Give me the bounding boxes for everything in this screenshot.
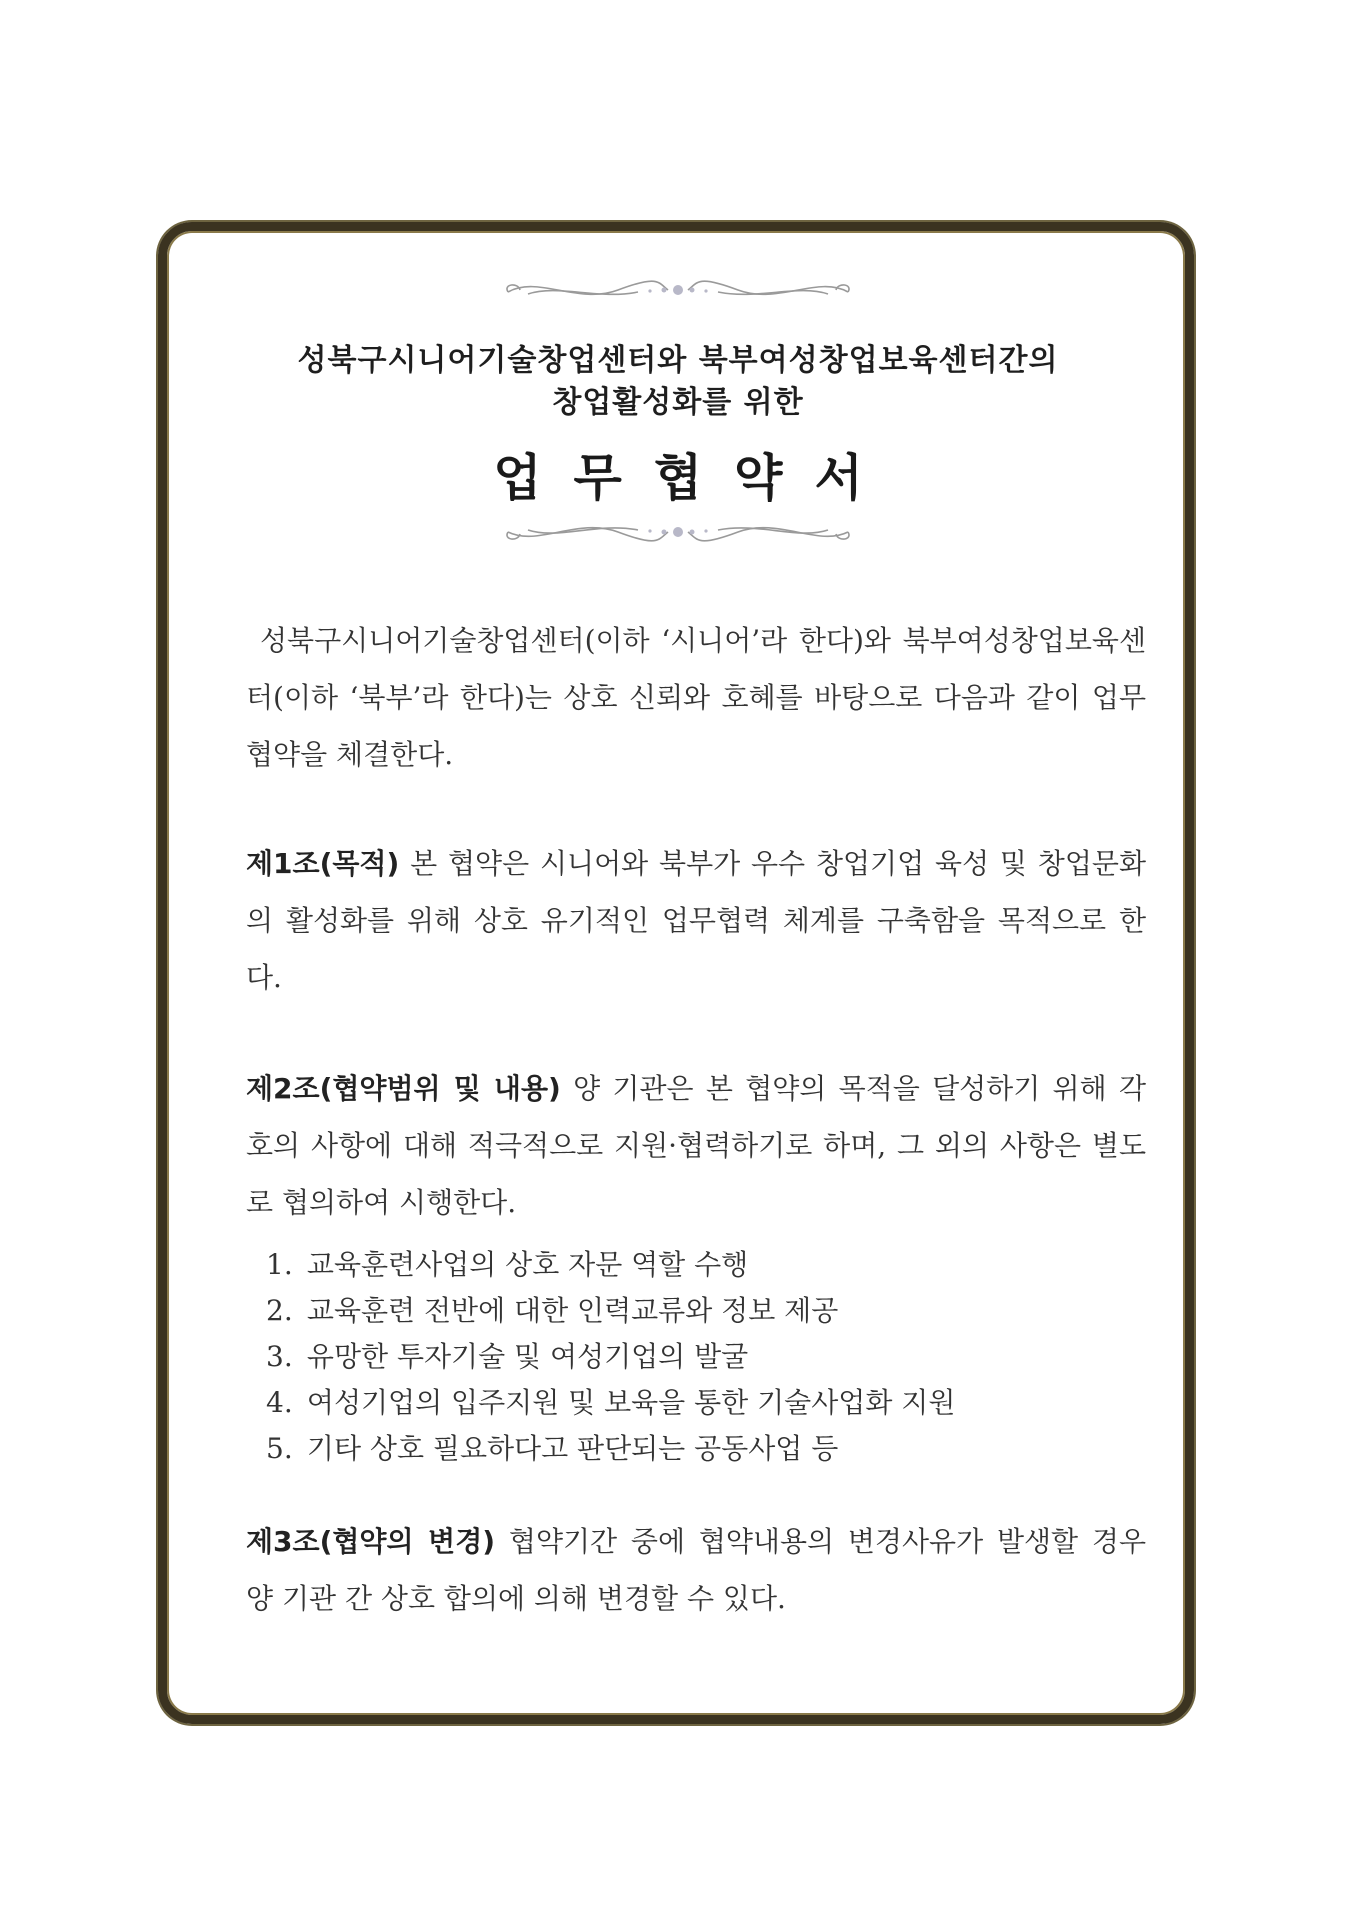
flourish-ornament-icon <box>498 512 858 552</box>
list-item-text: 유망한 투자기술 및 여성기업의 발굴 <box>306 1340 749 1373</box>
article-1-heading: 제1조(목적) <box>246 847 400 880</box>
article-3-heading: 제3조(협약의 변경) <box>246 1525 496 1558</box>
title-block <box>0 340 1356 510</box>
title-line-1: 성북구시니어기술창업센터와 북부여성창업보육센터간의 <box>297 343 1059 378</box>
article-1-text: 본 협약은 시니어와 북부가 우수 창업기업 육성 및 창업문화의 활성화를 위해 상호 유기적인 업무협력 체계를 구축함을 목적으로 한다. <box>246 847 1146 994</box>
list-item-number: 2. <box>266 1294 293 1327</box>
list-item-number: 5. <box>266 1432 293 1465</box>
list-item-number: 3. <box>266 1340 293 1373</box>
article-3-text: 협약기간 중에 협약내용의 변경사유가 발생할 경우 양 기관 간 상호 합의에 의해 변경할 수 있다. <box>246 1525 1146 1615</box>
list-item <box>266 1242 955 1288</box>
list-item-text: 교육훈련 전반에 대한 인력교류와 정보 제공 <box>306 1294 839 1327</box>
list-item-text: 기타 상호 필요하다고 판단되는 공동사업 등 <box>306 1432 839 1465</box>
article-2-heading: 제2조(협약범위 및 내용) <box>246 1072 561 1105</box>
flourish-ornament-icon <box>498 270 858 310</box>
list-item <box>266 1334 955 1380</box>
list-item-text: 여성기업의 입주지원 및 보육을 통한 기술사업화 지원 <box>306 1386 956 1419</box>
article-2-list <box>266 1242 955 1472</box>
article-1 <box>246 835 1146 1006</box>
list-item-number: 1. <box>266 1248 293 1281</box>
list-item-text: 교육훈련사업의 상호 자문 역할 수행 <box>306 1248 749 1281</box>
intro-paragraph: 성북구시니어기술창업센터(이하 ‘시니어’라 한다)와 북부여성창업보육센터(이하 ‘북부’라 한다)는 상호 신뢰와 호혜를 바탕으로 다음과 같이 업무협약을 체결한다. <box>246 624 1146 771</box>
list-item <box>266 1288 955 1334</box>
article-2-text: 양 기관은 본 협약의 목적을 달성하기 위해 각 호의 사항에 대해 적극적으로 지원·협력하기로 하며, 그 외의 사항은 별도로 협의하여 시행한다. <box>246 1072 1146 1219</box>
list-item-number: 4. <box>266 1386 293 1419</box>
list-item <box>266 1426 955 1472</box>
article-2 <box>246 1060 1146 1231</box>
list-item <box>266 1380 955 1426</box>
article-3 <box>246 1513 1146 1627</box>
title-line-2: 창업활성화를 위한 <box>552 385 804 420</box>
main-title: 업무협약서 <box>493 448 895 507</box>
bottom-ornament <box>0 512 1356 552</box>
top-ornament <box>0 270 1356 310</box>
